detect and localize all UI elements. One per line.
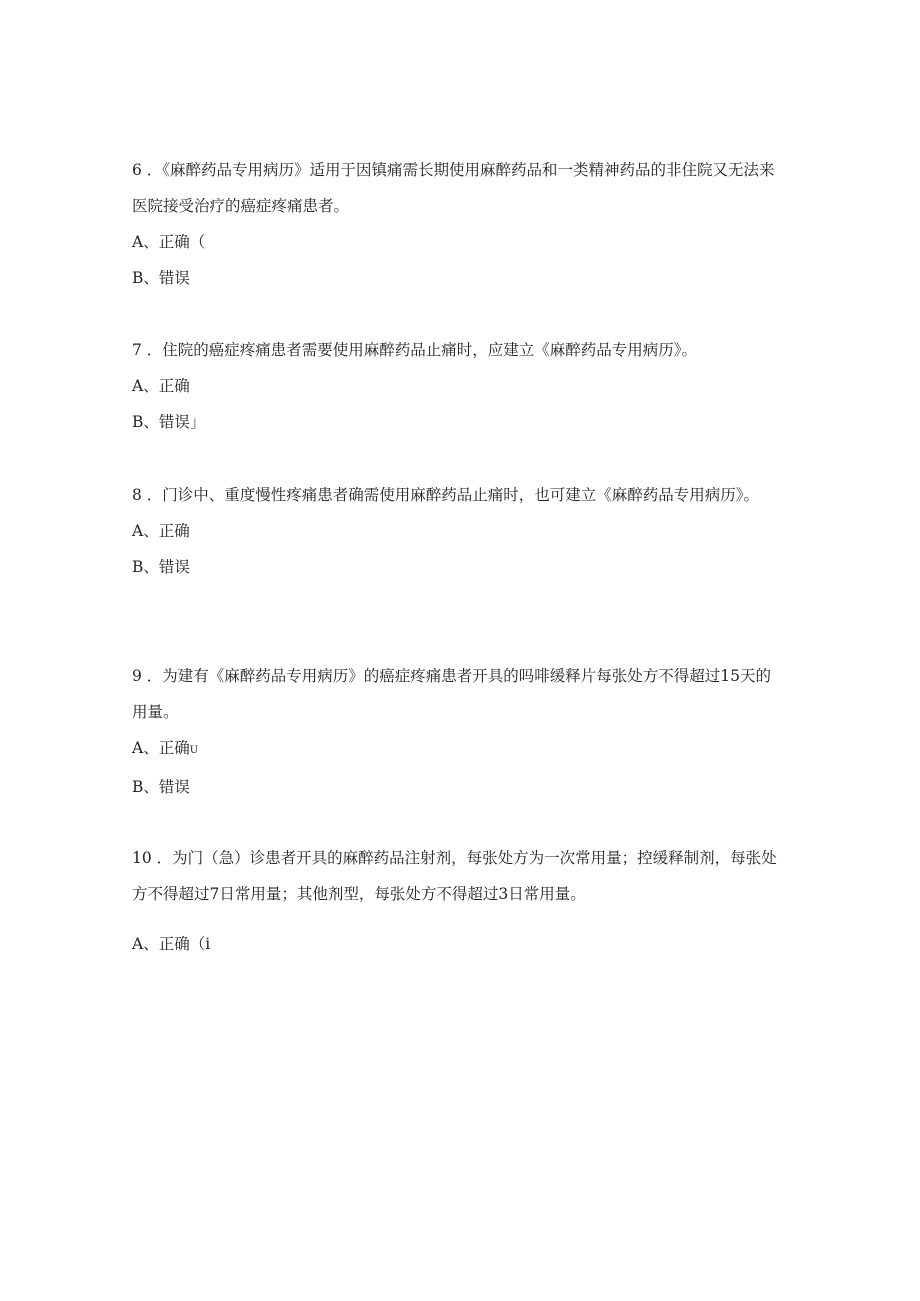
question-9 bbox=[132, 658, 782, 805]
option-a: A、正确 bbox=[132, 377, 190, 395]
option-a bbox=[132, 730, 782, 769]
option-a: A、正确（i bbox=[132, 935, 211, 953]
question-10 bbox=[132, 840, 782, 962]
option-a: A、正确（ bbox=[132, 233, 206, 251]
option-a: A、正确 bbox=[132, 522, 190, 540]
option-b: B、错误」 bbox=[132, 413, 206, 431]
question-stem: 8 ．门诊中、重度慢性疼痛患者确需使用麻醉药品止痛时，也可建立《麻醉药品专用病历》。 bbox=[132, 486, 760, 504]
question-stem: 7 ．住院的癌症疼痛患者需要使用麻醉药品止痛时，应建立《麻醉药品专用病历》。 bbox=[132, 341, 698, 359]
question-6 bbox=[132, 152, 782, 296]
question-7 bbox=[132, 332, 782, 440]
option-b: B、错误 bbox=[132, 269, 190, 287]
option-b: B、错误 bbox=[132, 558, 190, 576]
option-a-label: A、正确 bbox=[132, 739, 190, 757]
option-a-mark: U bbox=[189, 745, 199, 756]
question-8 bbox=[132, 477, 782, 585]
option-b: B、错误 bbox=[132, 778, 190, 796]
question-stem: 9 ．为建有《麻醉药品专用病历》的癌症疼痛患者开具的吗啡缓释片每张处方不得超过15天的用量。 bbox=[132, 667, 772, 721]
question-stem: 10 ．为门（急）诊患者开具的麻醉药品注射剂，每张处方为一次常用量；控缓释制剂，每张处方不得超过7日常用量；其他剂型，每张处方不得超过3日常用量。 bbox=[132, 849, 777, 903]
question-stem: 6 ．《麻醉药品专用病历》适用于因镇痛需长期使用麻醉药品和一类精神药品的非住院又无法来医院接受治疗的癌症疼痛患者。 bbox=[132, 161, 775, 215]
